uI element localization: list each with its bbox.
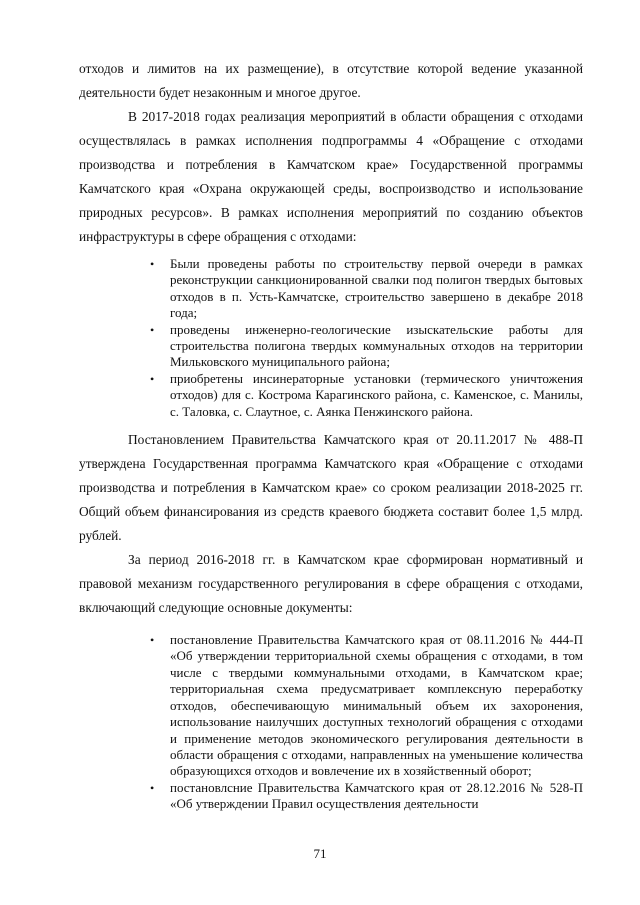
bullet-icon: • — [150, 780, 155, 795]
paragraph-continuation: отходов и лимитов на их размещение), в отсутствие которой ведение указанной деятельности будет незаконным и многое другое. — [79, 61, 583, 100]
list-item-text: постановлсние Правительства Камчатского края от 28.12.2016 № 528-П «Об утверждении Правил осуществления деятельности — [170, 779, 583, 812]
list-item — [150, 321, 583, 371]
paragraph-state-program: Постановлением Правительства Камчатского края от 20.11.2017 № 488-П утверждена Государственная программа Камчатского края «Обращение с отходами производства и потребления в Камчатском крае» со сроком реализации 2018-2025 гг. Общий объем финансирования из средств краевого бюджета составит более 1,5 млрд. рублей. — [79, 432, 583, 544]
paragraph-implementation-2017-2018: В 2017-2018 годах реализация мероприятий в области обращения с отходами осуществлялась в рамках исполнения подпрограммы 4 «Обращение с отходами производства и потребления в Камчатском крае» Государственной программы Камчатского края «Охрана окружающей среды, воспроизводство и использование природных ресурсов». В рамках исполнения мероприятий по созданию объектов инфраструктуры в сфере обращения с отходами: — [79, 109, 583, 244]
list-item — [150, 632, 583, 780]
list-item — [150, 256, 583, 322]
paragraph-regulatory-mechanism: За период 2016-2018 гг. в Камчатском крае сформирован нормативный и правовой механизм государственного регулирования в сфере обращения с отходами, включающий следующие основные документы: — [79, 552, 583, 616]
list-item-text: Были проведены работы по строительству первой очереди в рамках реконструкции санкционированной свалки под полигон твердых бытовых отходов в п. Усть-Камчатске, строительство завершено в декабре 2018 года; — [170, 256, 583, 321]
bullet-icon: • — [150, 257, 155, 271]
bullet-icon: • — [150, 633, 155, 648]
bullet-icon: • — [150, 371, 155, 386]
bullet-icon: • — [150, 322, 155, 337]
regulatory-documents-list — [79, 632, 583, 812]
list-item-text: постановление Правительства Камчатского края от 08.11.2016 № 444-П «Об утверждении территориальной схемы обращения с отходами, в том числе с твердыми коммунальными отходами, в Камчатском крае; территориальная схема предусматривает комплексную переработку отходов, обеспечивающую минимальный объем их захоронения, использование наилучших доступных технологий обращения с отходами и применение методов экономического регулирования деятельности в области обращения с отходами, направленных на уменьшение количества образующихся отходов и вовлечение их в хозяйственный оборот; — [170, 632, 583, 779]
list-item-text: приобретены инсинераторные установки (термического уничтожения отходов) для с. Кострома Карагинского района, с. Каменское, с. Манилы, с. Таловка, с. Слаутное, с. Аянка Пенжинского района. — [170, 370, 583, 419]
page-number: 71 — [313, 846, 327, 861]
list-item — [150, 370, 583, 420]
infrastructure-measures-list — [79, 256, 583, 420]
list-item — [150, 779, 583, 813]
list-item-text: проведены инженерно-геологические изыскательские работы для строительства полигона твердых коммунальных отходов на территории Мильковского муниципального района; — [170, 321, 583, 370]
